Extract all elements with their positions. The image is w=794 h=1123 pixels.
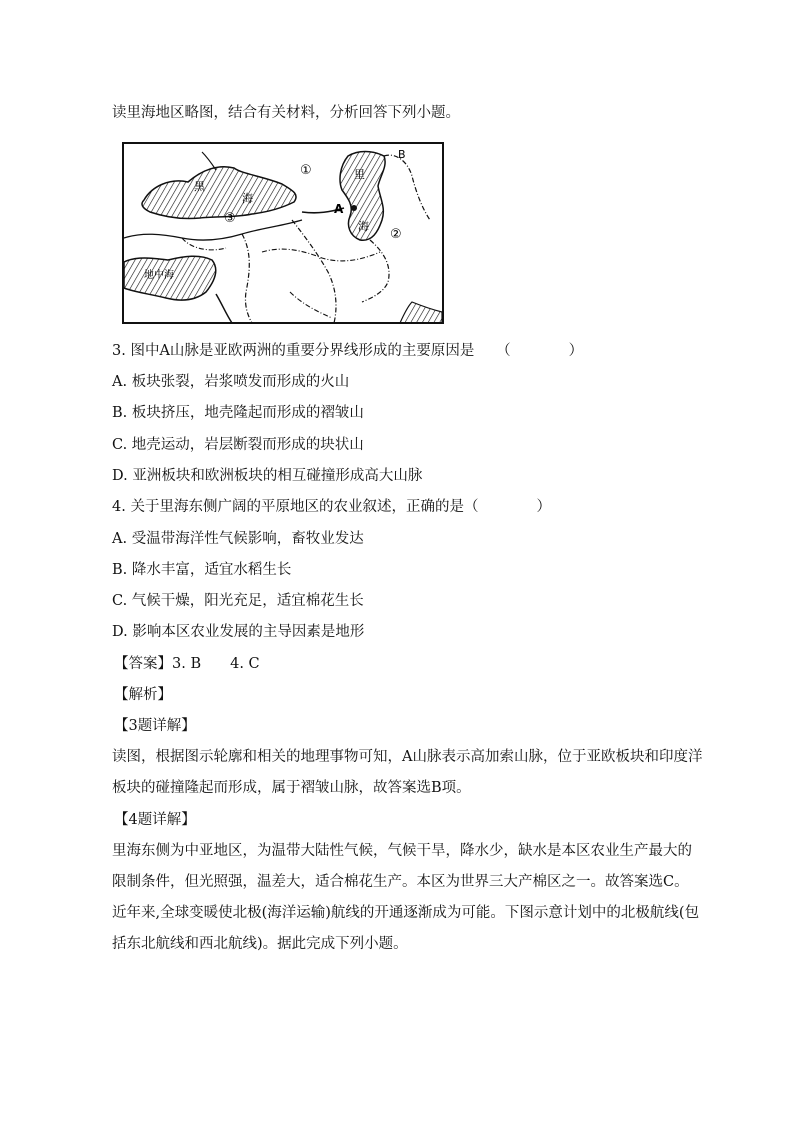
q3-detail-line-2: 板块的碰撞隆起而形成，属于褶皱山脉，故答案选B项。 — [112, 780, 471, 796]
label-point-a: A — [334, 202, 344, 216]
q3-option-a: A. 板块张裂，岩浆喷发而形成的火山 — [112, 374, 350, 390]
label-region-1: ① — [300, 163, 312, 178]
label-region-3: ③ — [224, 211, 236, 226]
q3-detail-heading: 【3题详解】 — [114, 718, 196, 734]
next-intro-line-1: 近年来,全球变暖使北极(海洋运输)航线的开通逐渐成为可能。下图示意计划中的北极航线(包 — [112, 905, 700, 921]
label-caspian-1: 里 — [354, 168, 365, 181]
label-mediterranean: 地中海 — [144, 270, 174, 281]
q3-option-d: D. 亚洲板块和欧洲板块的相互碰撞形成高大山脉 — [112, 468, 423, 484]
label-caspian-2: 海 — [358, 220, 369, 233]
caspian-region-map — [122, 142, 444, 324]
q4-detail-line-1: 里海东侧为中亚地区，为温带大陆性气候，气候干旱，降水少，缺水是本区农业生产最大的 — [112, 843, 692, 859]
q4-detail-heading: 【4题详解】 — [114, 812, 196, 828]
q4-option-b: B. 降水丰富，适宜水稻生长 — [112, 562, 292, 578]
q4-option-a: A. 受温带海洋性气候影响，畜牧业发达 — [112, 531, 364, 547]
q4-option-d: D. 影响本区农业发展的主导因素是地形 — [112, 624, 365, 640]
label-point-b: B — [398, 148, 406, 161]
label-region-2: ② — [390, 227, 402, 242]
q4-stem: 4. 关于里海东侧广阔的平原地区的农业叙述，正确的是（ ） — [112, 499, 551, 515]
label-black-sea-1: 黑 — [194, 180, 205, 193]
analysis-heading: 【解析】 — [114, 687, 172, 703]
q4-option-c: C. 气候干燥，阳光充足，适宜棉花生长 — [112, 593, 364, 609]
next-intro-line-2: 括东北航线和西北航线)。据此完成下列小题。 — [112, 936, 408, 952]
answer-line: 【答案】3. B 4. C — [114, 656, 260, 672]
q4-detail-line-2: 限制条件，但光照强，温差大，适合棉花生产。本区为世界三大产棉区之一。故答案选C。 — [112, 874, 689, 890]
point-a-marker — [351, 205, 357, 211]
q3-stem: 3. 图中A山脉是亚欧两洲的重要分界线形成的主要原因是 （ ） — [112, 343, 584, 359]
q3-option-c: C. 地壳运动，岩层断裂而形成的块状山 — [112, 437, 364, 453]
intro-text: 读里海地区略图，结合有关材料，分析回答下列小题。 — [112, 105, 460, 121]
label-black-sea-2: 海 — [242, 192, 253, 205]
q3-option-b: B. 板块挤压，地壳隆起而形成的褶皱山 — [112, 405, 364, 421]
q3-detail-line-1: 读图，根据图示轮廓和相关的地理事物可知，A山脉表示高加索山脉，位于亚欧板块和印度洋 — [112, 749, 703, 765]
